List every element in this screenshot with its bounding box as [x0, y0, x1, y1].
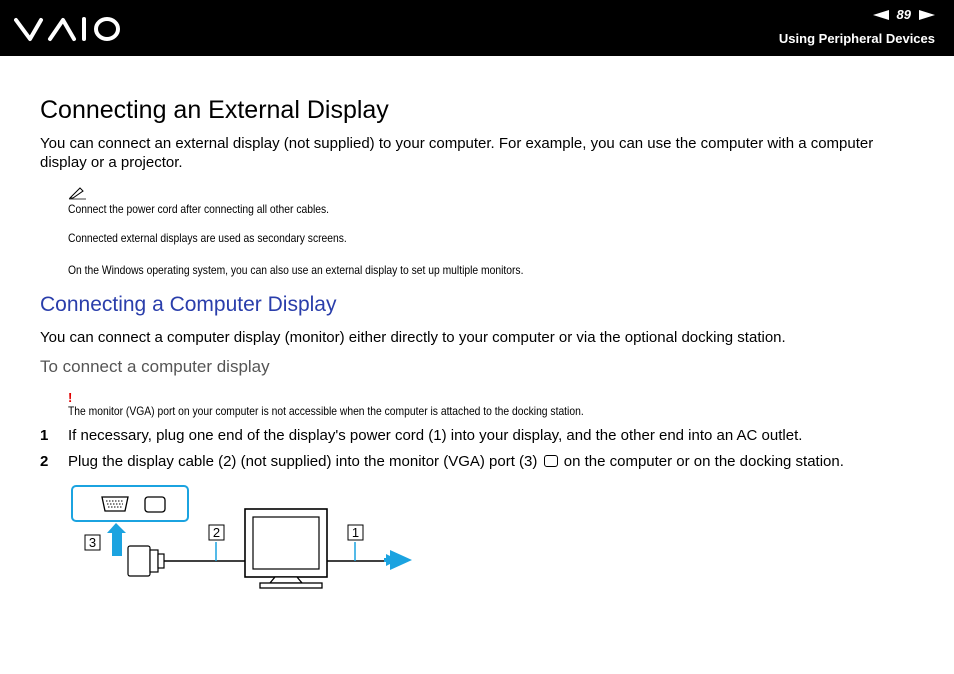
callout-2	[209, 525, 224, 540]
note-item: Connected external displays are used as secondary screens.	[68, 231, 347, 245]
callout-label: 2	[212, 525, 221, 540]
monitor-port-icon	[145, 497, 165, 512]
callout-1	[348, 525, 363, 540]
section-title: Using Peripheral Devices	[778, 31, 935, 46]
vaio-logo	[14, 14, 124, 44]
header-bar	[0, 0, 954, 56]
pencil-note-icon	[68, 186, 88, 200]
warning-icon: !	[68, 390, 73, 405]
step-text-after: on the computer or on the docking station.	[563, 453, 844, 470]
callout-label: 3	[88, 535, 97, 550]
section-intro: You can connect a computer display (monitor) either directly to your computer or via the optional docking station.	[40, 329, 786, 346]
plug-in-arrow-icon	[107, 523, 126, 556]
step-text-before: Plug the display cable (2) (not supplied) into the monitor (VGA) port (3)	[68, 453, 538, 470]
vga-port-icon	[102, 497, 128, 511]
step-text	[68, 453, 844, 470]
connection-diagram	[70, 480, 420, 592]
warning-text: The monitor (VGA) port on your computer is not accessible when the computer is attached to the docking station.	[68, 404, 584, 418]
step-number: 1	[40, 427, 49, 444]
page-navigation	[873, 7, 935, 22]
callout-label: 1	[351, 525, 360, 540]
ac-outlet-arrow-icon	[390, 550, 412, 570]
step-text: If necessary, plug one end of the display's power cord (1) into your display, and the other end into an AC outlet.	[68, 427, 803, 444]
previous-page-arrow-icon[interactable]	[873, 10, 889, 20]
next-page-arrow-icon[interactable]	[919, 10, 935, 20]
note-item: On the Windows operating system, you can also use an external display to set up multiple monitors.	[68, 263, 524, 277]
callout-3	[85, 535, 100, 550]
port-panel	[72, 486, 188, 521]
page-title: Connecting an External Display	[40, 96, 389, 124]
vga-connector	[128, 546, 164, 576]
procedure-heading: To connect a computer display	[40, 357, 270, 376]
step-number: 2	[40, 453, 49, 470]
intro-paragraph-line-2: display or a projector.	[40, 154, 183, 171]
section-heading: Connecting a Computer Display	[40, 293, 337, 316]
monitor-illustration	[245, 509, 327, 588]
page-number: 89	[896, 7, 911, 22]
note-item: Connect the power cord after connecting all other cables.	[68, 202, 330, 216]
intro-paragraph-line-1: You can connect an external display (not supplied) to your computer. For example, you can use the computer with a computer	[40, 135, 874, 152]
monitor-port-icon	[544, 455, 558, 467]
